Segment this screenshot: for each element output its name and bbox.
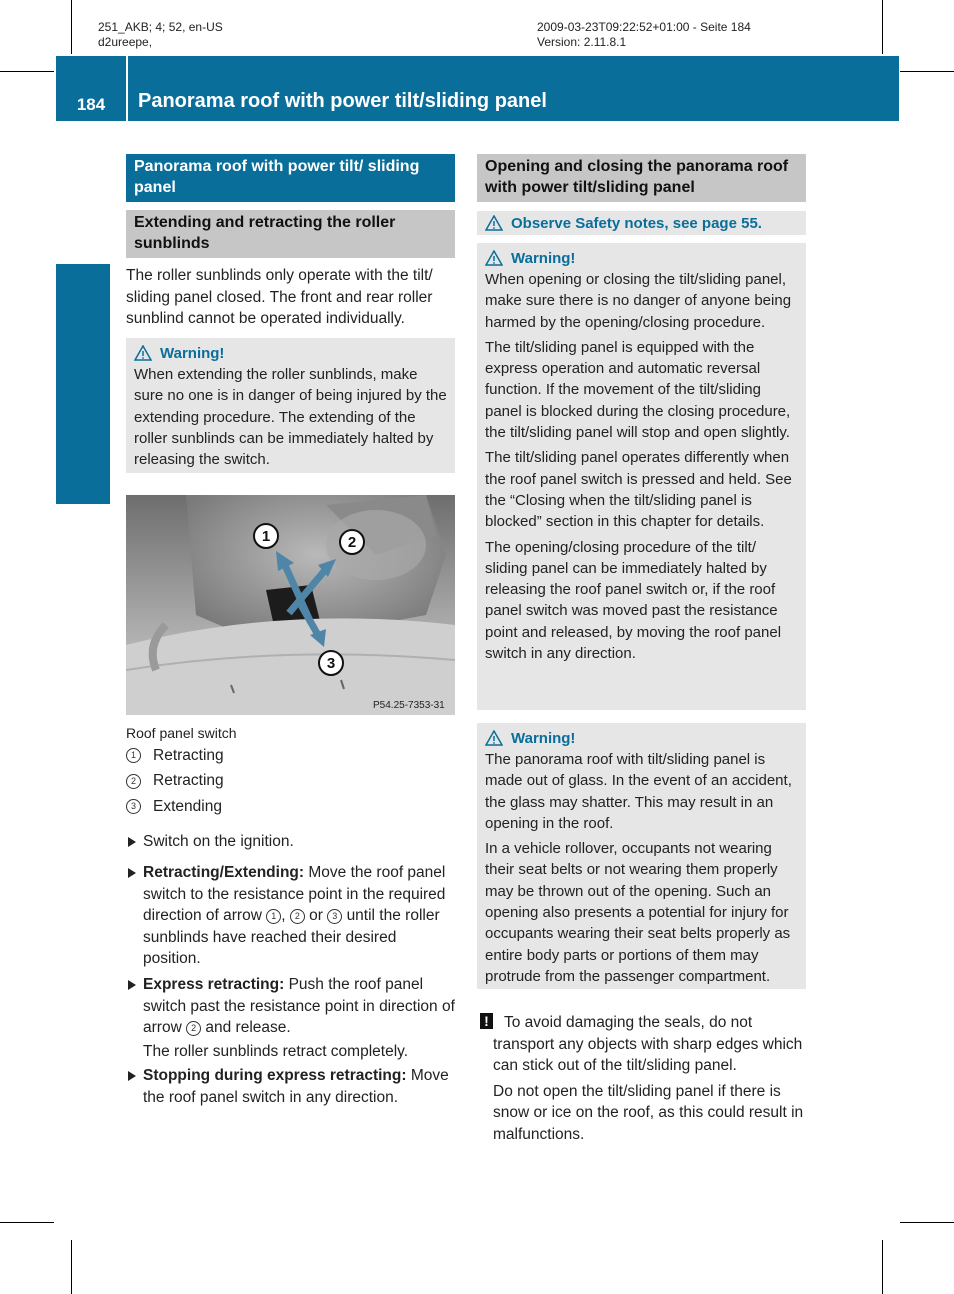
safety-note	[477, 211, 806, 235]
crop-mark	[900, 1222, 954, 1223]
warning-triangle-icon	[485, 215, 503, 231]
warning-triangle-icon	[485, 730, 503, 746]
step-arrow-icon	[128, 1071, 136, 1081]
step-keyword: Retracting/Extending:	[143, 864, 305, 881]
print-meta-right	[537, 20, 751, 50]
print-meta-left	[98, 20, 223, 50]
chapter-label: Controls in detail	[61, 322, 86, 502]
step-text	[143, 862, 458, 970]
meta-line: Version: 2.11.8.1	[537, 35, 627, 49]
step-body: Push the roof panel switch past the resistance point in direction of arrow	[143, 976, 455, 1036]
subsection-title: Extending and retracting the roller sunblinds	[126, 210, 455, 258]
figure-marker-1: 1	[261, 528, 271, 545]
step-arrow-icon	[128, 837, 136, 847]
section-title: Opening and closing the panorama roof with power tilt/sliding panel	[477, 154, 806, 202]
warning-box	[126, 338, 455, 473]
meta-line: 2009-03-23T09:22:52+01:00 - Seite 184	[537, 20, 751, 34]
warning-paragraph: When opening or closing the tilt/sliding panel, make sure there is no danger of anyone being harmed by the opening/closing procedure.	[485, 271, 792, 331]
step-arrow-icon	[128, 980, 136, 990]
meta-line: 251_AKB; 4; 52, en-US	[98, 20, 223, 34]
warning-text: When extending the roller sunblinds, make sure no one is in danger of being injured by the extending procedure. The extending of the roller sunblinds can be immediately halted by releasing the switch.	[134, 366, 447, 469]
step-body: or	[309, 907, 323, 924]
legend-item	[126, 794, 224, 820]
exclamation-icon: !	[480, 1013, 493, 1029]
page-number: 184	[56, 56, 126, 121]
legend-number: 3	[126, 799, 141, 814]
step-keyword: Express retracting:	[143, 976, 285, 993]
roof-panel-figure	[126, 495, 455, 715]
step-body: Move the roof panel switch to the resistance point in the required direction of arrow	[143, 864, 446, 924]
instruction-step	[126, 974, 458, 1062]
warning-header	[485, 247, 798, 269]
safety-note-header	[485, 212, 798, 234]
legend-label: Retracting	[153, 746, 224, 764]
arrow-ref: 3	[327, 909, 342, 924]
instruction-step	[126, 862, 458, 970]
legend-label: Extending	[153, 797, 222, 815]
legend-number: 1	[126, 748, 141, 763]
legend-label: Retracting	[153, 772, 224, 790]
warning-box	[477, 723, 806, 989]
legend-item	[126, 743, 224, 769]
warning-header	[134, 342, 447, 364]
header-divider	[126, 56, 128, 121]
figure-marker-2: 2	[347, 534, 357, 551]
figure-marker-3: 3	[326, 655, 336, 672]
meta-line: d2ureepe,	[98, 35, 153, 49]
warning-triangle-icon	[134, 345, 152, 361]
step-body: and release.	[205, 1019, 291, 1036]
intro-paragraph: The roller sunblinds only operate with the tilt/ sliding panel closed. The front and rear roller sunblind cannot be operated individually.	[126, 267, 433, 327]
warning-paragraph: The tilt/sliding panel is equipped with the express operation and automatic reversal function. If the movement of the tilt/sliding panel is blocked during the closing procedure, the tilt/sliding panel will stop and open slightly.	[485, 338, 791, 442]
warning-paragraph: The panorama roof with tilt/sliding panel is made out of glass. In the event of an accident, the glass may shatter. This may result in an opening in the roof.	[485, 751, 792, 832]
step-arrow-icon	[128, 868, 136, 878]
step-text	[143, 1065, 458, 1108]
page-header	[56, 56, 899, 121]
step-body: Move the roof panel switch in any direction.	[143, 1067, 449, 1106]
legend-item	[126, 769, 224, 795]
crop-mark	[71, 0, 72, 54]
warning-paragraph: The opening/closing procedure of the tilt/ sliding panel can be immediately halted by releasing the roof panel switch or, if the roof panel switch was moved past the resistance point and released, by moving the roof panel switch in any direction.	[485, 538, 782, 663]
crop-mark	[900, 71, 954, 72]
note-paragraph	[493, 1012, 808, 1145]
legend-number: 2	[126, 774, 141, 789]
crop-mark	[882, 1240, 883, 1294]
note-text: Do not open the tilt/sliding panel if there is snow or ice on the roof, as this could result in malfunctions.	[493, 1082, 804, 1143]
section-title: Panorama roof with power tilt/ sliding panel	[126, 154, 455, 202]
figure-code: P54.25-7353-31	[373, 700, 445, 711]
crop-mark	[0, 1222, 54, 1223]
instruction-step	[126, 831, 458, 853]
step-body: until the roller sunblinds have reached their desired position.	[143, 907, 440, 967]
figure-caption: Roof panel switch	[126, 725, 237, 741]
step-text	[143, 974, 458, 1039]
arrow-ref: 2	[290, 909, 305, 924]
warning-title: Warning!	[511, 729, 576, 747]
warning-title: Warning!	[511, 249, 576, 267]
arrow-ref: 1	[266, 909, 281, 924]
warning-paragraph: The tilt/sliding panel operates differently when the roof panel switch is pressed and held. See the “Closing when the tilt/sliding panel is blocked” section in this chapter for details.	[485, 449, 792, 531]
step-result: The roller sunblinds retract completely.	[143, 1042, 409, 1060]
page-title: Panorama roof with power tilt/sliding panel	[138, 90, 547, 112]
crop-mark	[0, 71, 54, 72]
warning-header	[485, 727, 798, 749]
roof-switch-illustration	[126, 495, 455, 715]
crop-mark	[882, 0, 883, 54]
arrow-ref: 2	[186, 1021, 201, 1036]
warning-box	[477, 243, 806, 710]
step-body: ,	[281, 907, 286, 924]
figure-legend	[126, 743, 224, 820]
warning-title: Warning!	[160, 344, 225, 362]
crop-mark	[71, 1240, 72, 1294]
instruction-step	[126, 1065, 458, 1108]
note-text: To avoid damaging the seals, do not transport any objects with sharp edges which can stick out of the tilt/sliding panel.	[493, 1014, 803, 1074]
step-text: Switch on the ignition.	[143, 833, 294, 850]
step-keyword: Stopping during express retracting:	[143, 1067, 407, 1084]
warning-triangle-icon	[485, 250, 503, 266]
safety-note-link[interactable]: Observe Safety notes, see page 55.	[511, 214, 762, 232]
warning-paragraph: In a vehicle rollover, occupants not wearing their seat belts or not wearing them properly may be thrown out of the opening. Such an opening also presents a potential for injury for occupants wearing their seat belts properly as entire body parts or portions of them may protrude from the passenger compartment.	[485, 840, 791, 985]
